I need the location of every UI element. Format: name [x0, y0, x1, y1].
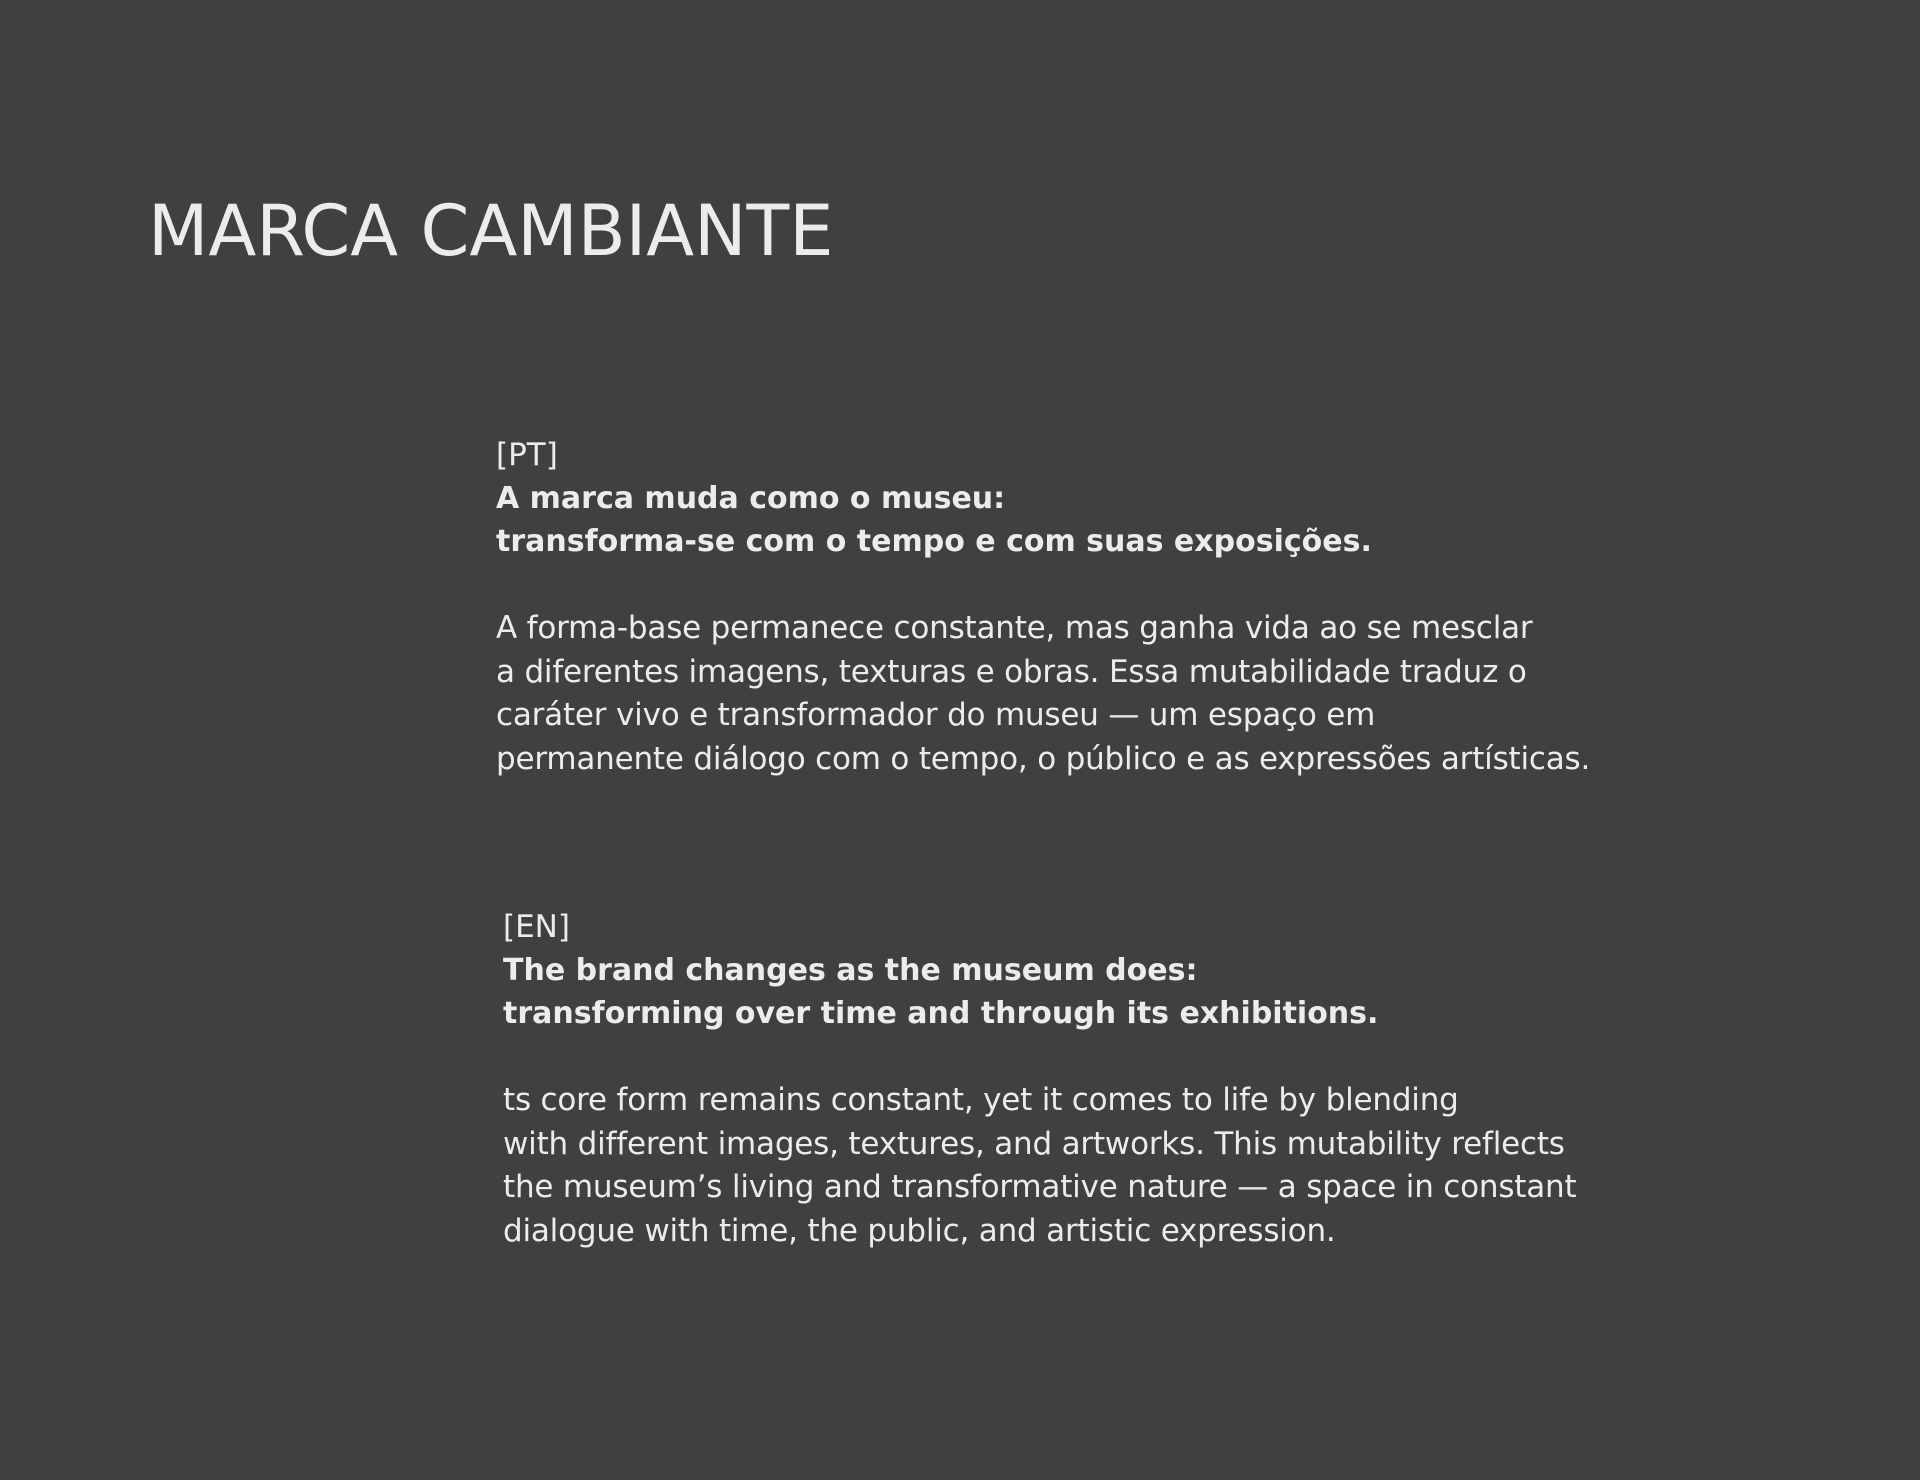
language-tag-en: [EN] — [503, 909, 570, 945]
page-title: MARCA CAMBIANTE — [148, 190, 834, 272]
body-line: caráter vivo e transformador do museu — um espaço em — [496, 697, 1376, 733]
headline-line: A marca muda como o museu: — [496, 481, 1006, 516]
body-line: a diferentes imagens, texturas e obras. Essa mutabilidade traduz o — [496, 653, 1527, 690]
body-text-en — [503, 1079, 1803, 1253]
headline-line: transforming over time and through its exhibitions. — [503, 996, 1379, 1031]
body-line: A forma-base permanece constante, mas ganha vida ao se mesclar — [496, 610, 1533, 646]
language-tag-pt: [PT] — [496, 437, 558, 473]
body-line: the museum’s living and transformative nature — a space in constant — [503, 1169, 1577, 1205]
body-line: ts core form remains constant, yet it comes to life by blending — [503, 1082, 1459, 1118]
body-line: permanente diálogo com o tempo, o público e as expressões artísticas. — [496, 740, 1591, 777]
section-portuguese — [496, 434, 1796, 781]
section-english — [503, 906, 1803, 1253]
body-text-pt — [496, 607, 1796, 781]
body-line: with different images, textures, and artworks. This mutability reflects — [503, 1125, 1565, 1162]
body-line: dialogue with time, the public, and artistic expression. — [503, 1212, 1336, 1249]
headline-pt — [496, 477, 1796, 563]
headline-en — [503, 949, 1803, 1035]
headline-line: The brand changes as the museum does: — [503, 953, 1198, 988]
headline-line: transforma-se com o tempo e com suas exposições. — [496, 524, 1372, 559]
